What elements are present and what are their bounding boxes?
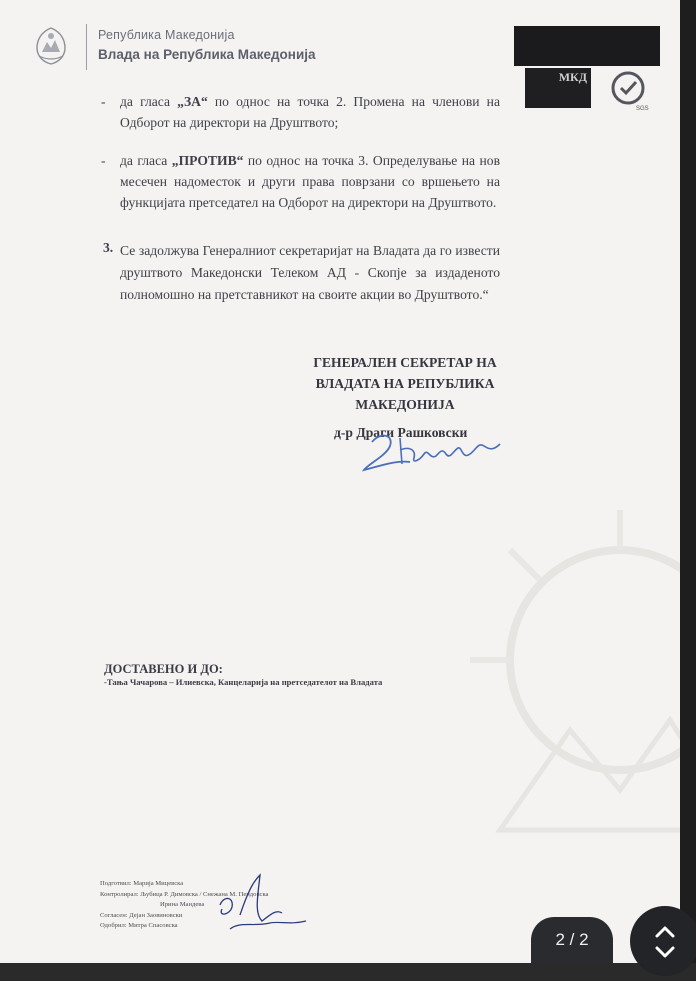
- cert-text: SGS: [636, 106, 649, 112]
- bullet-vote-for: [101, 91, 500, 133]
- header-government: Влада на Република Македонија: [98, 47, 316, 62]
- bullet-dash: -: [101, 153, 106, 168]
- handwritten-signature-icon: [350, 420, 510, 480]
- footnote-line: Контролирал: Љубица Р. Димовска / Снежана М. Пендовска: [100, 890, 269, 898]
- bullet-text-post: по однос на точка 2. Промена на членови на Одборот на директори на Друштвото;: [120, 94, 500, 130]
- viewer-edge: [680, 0, 696, 963]
- page-navigation-button[interactable]: [630, 906, 696, 976]
- signatory-name: д-р Драги Рашковски: [334, 425, 468, 440]
- bullet-text-post: по однос на точка 3. Определување на нов месечен надоместок и други права поврзани со вршењето на функцијата претседател на Одборот на директори на Друштвото.: [120, 153, 500, 210]
- footnote-line: Одобрил: Митра Спасовска: [100, 922, 178, 929]
- delivered-heading: ДОСТАВЕНО И ДО:: [104, 662, 223, 676]
- bullet-text-pre: да гласа: [120, 153, 172, 168]
- delivered-recipient: -Тања Чачарова – Илиевска, Канцеларија на претседателот на Владата: [104, 677, 383, 687]
- page-indicator: 2 / 2: [531, 917, 613, 963]
- signatory-title-line: МАКЕДОНИЈА: [355, 397, 455, 412]
- bullet-bold: „ПРОТИВ“: [171, 153, 244, 168]
- chevron-up-down-icon: [630, 906, 696, 976]
- header-republic: Република Македонија: [98, 28, 235, 42]
- initials-signature-icon: [210, 865, 310, 935]
- bullet-vote-against: [101, 150, 500, 213]
- bullet-bold: „ЗА“: [177, 94, 208, 109]
- signatory-title: [300, 352, 510, 415]
- footnote-line: Согласен: Дејан Заовиновски: [100, 911, 183, 919]
- header-divider: [86, 24, 87, 70]
- signatory-title-line: ВЛАДАТА НА РЕПУБЛИКА: [315, 376, 495, 391]
- mkd-logo: [525, 68, 591, 108]
- bullet-text-pre: да гласа: [120, 94, 178, 109]
- footnote-line: Подготвил: Марија Мицевска: [100, 880, 184, 887]
- mkd-logo-text: МКД: [558, 70, 587, 84]
- coat-of-arms-icon: [33, 26, 69, 66]
- bullet-dash: -: [101, 94, 106, 109]
- signatory-title-line: ГЕНЕРАЛЕН СЕКРЕТАР НА: [313, 355, 497, 370]
- coat-of-arms-watermark-icon: [440, 510, 680, 910]
- redacted-block: [514, 26, 660, 66]
- item-3-text: Се задолжува Генералниот секретаријат на Владата да го извести друштвото Македонски Телеком АД - Скопје за издаденото полномошно на претставникот на своите акции во Друштвото.“: [120, 243, 500, 302]
- item-number: 3.: [103, 240, 114, 255]
- certification-badge-icon: [606, 68, 650, 112]
- footnote-line: Ирина Мандева: [160, 901, 205, 908]
